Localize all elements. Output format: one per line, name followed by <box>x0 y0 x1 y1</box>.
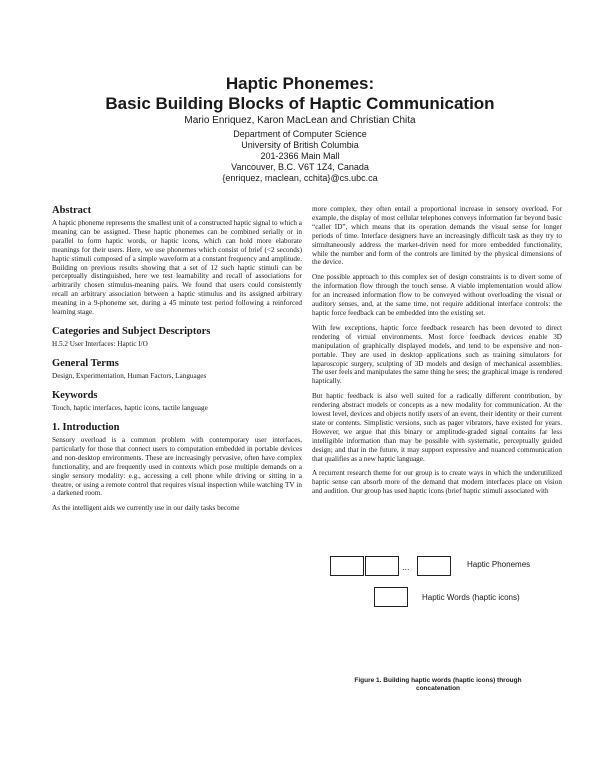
introduction-heading: 1. Introduction <box>52 421 120 433</box>
categories-section <box>52 326 302 349</box>
keywords-section <box>52 390 302 413</box>
phoneme-box <box>417 556 451 576</box>
general-terms-text: Design, Experimentation, Human Factors, Languages <box>52 371 207 380</box>
phoneme-ellipsis: ... <box>402 562 410 572</box>
affiliation-line: Department of Computer Science <box>233 129 367 139</box>
affiliation-line: University of British Columbia <box>241 140 359 150</box>
haptic-words-label: Haptic Words (haptic icons) <box>422 593 520 602</box>
figure-caption-line: concatenation <box>415 685 461 692</box>
introduction-paragraph: Sensory overload is a common problem with contemporary user interfaces, particularly for those that connect users to computation embedded in portable devices and non-desktop environments. These are increasingly pervasive, often have complex functionality, and are frequently used in contexts which pose multiple demands on a single sensory modality: e.g., accessing a cell phone while driving or sitting in a theatre, or using a remote control that requires visual inspection while watching TV in a darkened room. <box>52 435 302 498</box>
paper-title-line1: Haptic Phonemes: <box>225 74 375 93</box>
introduction-section <box>52 422 302 513</box>
affiliation-block <box>0 129 600 184</box>
abstract-heading: Abstract <box>52 205 92 216</box>
phoneme-box <box>330 556 364 576</box>
body-paragraph: more complex, they often entail a proportional increase in sensory overload. For example, the display of most cellular telephones conveys information far beyond basic “caller ID”, which means that its operation demands the visual sense for longer periods of time. Interface designers have an increasingly difficult task as they try to simultaneously address the market-driven need for more embedded functionality, while the number and form of the controls are limited by the physical dimensions of the device. <box>312 205 562 267</box>
haptic-phonemes-label: Haptic Phonemes <box>467 560 531 569</box>
body-paragraph: But haptic feedback is also well suited for a radically different contribution, by rendering abstract models or concepts as a new modality for communication. At the lowest level, devices and objects notify users of an event, their identity or their current state or contents. Simplistic versions, such as pager vibrators, have existed for years. However, we argue that this binary or amplitude-graded signal contains far less intelligible information than may be possible with systematic, perceptually guided design; and that in the future, it may support expressive and nuanced communication that qualifies as a new haptic language. <box>312 392 562 463</box>
haptic-word-box <box>374 587 408 607</box>
abstract-text: A haptic phoneme represents the smallest unit of a constructed haptic signal to which a meaning can be assigned. These haptic phonemes can be combined serially or in parallel to form haptic words, or haptic icons, which can hold more elaborate meanings for their users. Here, we use phonemes which consist of brief (<2 seconds) haptic stimuli composed of a simple waveform at a constant frequency and amplitude. Building on previous results showing that a set of 12 such haptic stimuli can be perceptually distinguished, here we test learnability and recall of associations for arbitrarily chosen stimulus-meaning pairs. We found that users could consistently recall an arbitrary association between a haptic stimulus and its assigned arbitrary meaning in a 9-phoneme set, during a 45 minute test period following a reinforced learning stage. <box>52 219 302 317</box>
keywords-heading: Keywords <box>52 389 98 401</box>
affiliation-line: Vancouver, B.C. V6T 1Z4, Canada <box>231 162 369 172</box>
paper-title-line2: Basic Building Blocks of Haptic Communication <box>105 94 495 113</box>
affiliation-email: {enriquez, maclean, cchita}@cs.ubc.ca <box>222 173 378 183</box>
keywords-text: Touch, haptic interfaces, haptic icons, tactile language <box>52 403 208 412</box>
body-paragraph: A recurrent research theme for our group is to create ways in which the underutilized haptic sense can absorb more of the demand that modern interfaces place on vision and audition. Our group has used haptic icons (brief haptic stimuli associated with <box>312 469 562 496</box>
body-paragraph: With few exceptions, haptic force feedback research has been devoted to direct rendering of virtual environments. Most force feedback devices enable 3D manipulation of graphically displayed models, and tend to be expensive and non-portable. They are used in desktop applications such as training simulators for laparoscopic surgery, sculpting of 3D models and design of mechanical assemblies. The user feels and manipulates the same thing he sees; the graphical image is rendered haptically. <box>312 323 562 386</box>
abstract-section <box>52 205 302 317</box>
categories-heading: Categories and Subject Descriptors <box>52 325 211 337</box>
general-terms-heading: General Terms <box>52 357 119 369</box>
left-column <box>52 205 302 522</box>
introduction-paragraph: As the intelligent aids we currently use in our daily tasks become <box>52 504 240 513</box>
categories-text: H.5.2 User Interfaces: Haptic I/O <box>52 339 148 348</box>
phoneme-box <box>365 556 399 576</box>
affiliation-line: 201-2366 Main Mall <box>260 151 340 161</box>
figure-1 <box>312 552 564 692</box>
right-column <box>312 205 562 502</box>
figure-caption <box>312 677 564 693</box>
figure-caption-line: Figure 1. Building haptic words (haptic icons) through <box>354 677 522 684</box>
body-paragraph: One possible approach to this complex set of design constraints is to divert some of the information flow through the touch sense. A viable implementation would allow for an increased information flow to be conveyed without overloading the visual or auditory senses, and, at the same time, not require additional interface controls: the haptic force feedback can be embedded into the existing set. <box>312 273 562 317</box>
general-terms-section <box>52 358 302 381</box>
author-list: Mario Enriquez, Karon MacLean and Christian Chita <box>184 115 416 126</box>
